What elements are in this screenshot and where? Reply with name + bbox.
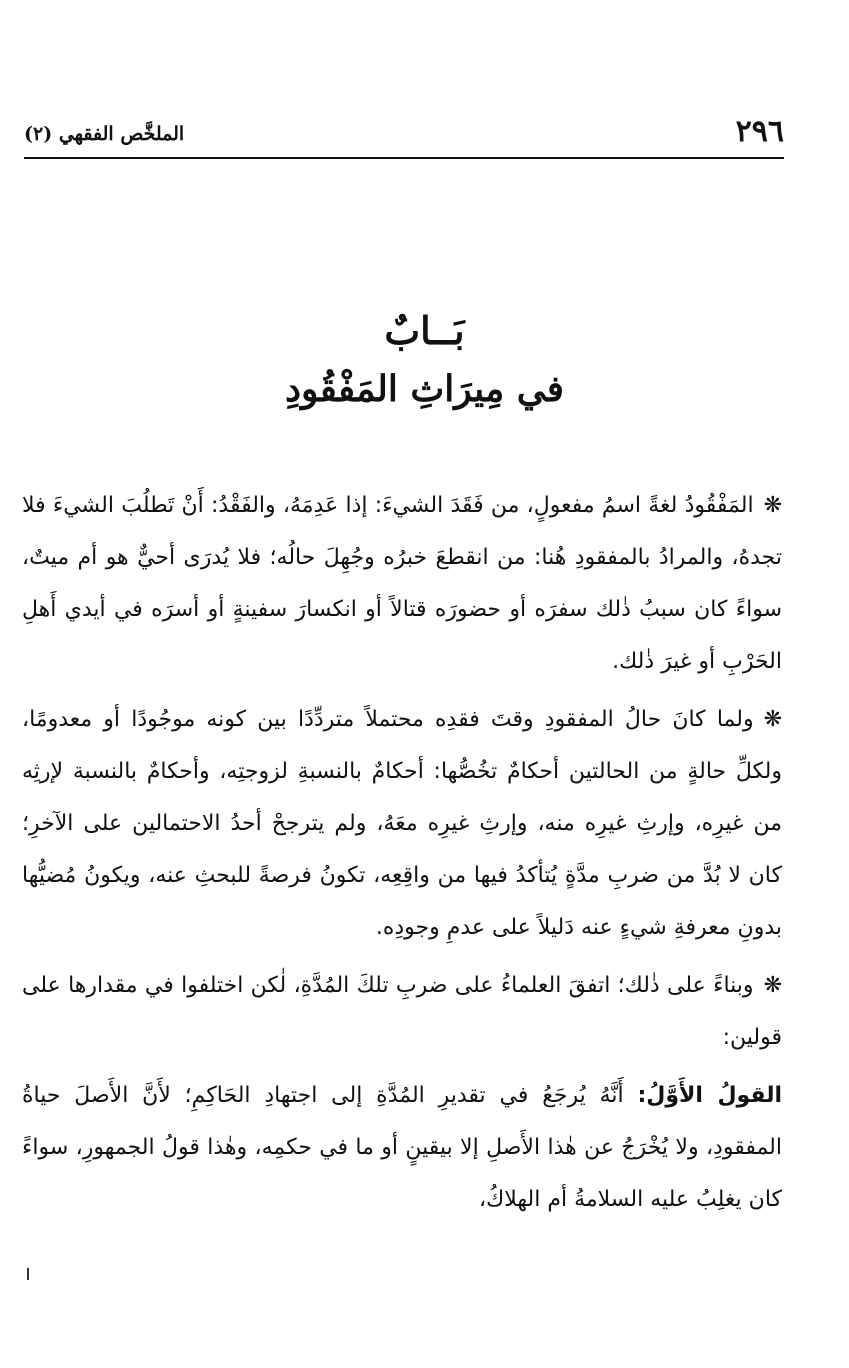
paragraph-marker: ❋ <box>763 493 782 518</box>
running-title: الملخَّص الفقهي (٢) <box>24 123 185 145</box>
chapter-title: في مِيرَاثِ المَفْقُودِ <box>284 368 565 410</box>
paragraph-text: وبناءً على ذٰلك؛ اتفقَ العلماءُ على ضربِ تلكَ المُدَّةِ، لٰكن اختلفوا في مقدارها على قولين: <box>22 973 782 1050</box>
paragraph-agreement <box>22 960 782 1064</box>
header-divider <box>24 157 784 159</box>
paragraph-marker: ❋ <box>763 707 782 732</box>
paragraph-text: ولما كانَ حالُ المفقودِ وقتَ فقدِه محتملاً متردِّدًا بين كونه موجُودًا أو معدومًا، ولكلِّ حالةٍ من الحالتين أحكامٌ تخُصُّها: أحكامٌ بالنسبةِ لزوجتِه، وأحكامٌ بالنسبة لإرثِه من غيرِه، وإرثِ غيرِه منه، وإرثِ غيرِه معَهُ، ولم يترجحْ أحدُ الاحتمالين على الآخرِ؛ كان لا بُدَّ من ضربِ مدَّةٍ يُتأكدُ فيها من واقِعِه، تكونُ فرصةً للبحثِ عنه، ويكونُ مُضيُّها بدونِ معرفةِ شيءٍ عنه دَليلاً على عدمِ وجودِه. <box>22 707 782 940</box>
opinion-term: القولُ الأَوَّلُ: <box>637 1083 782 1108</box>
paragraph-definition <box>22 480 782 688</box>
paragraph-first-opinion <box>22 1070 782 1226</box>
body-text <box>22 480 782 1232</box>
page-number: ٢٩٦ <box>735 114 784 149</box>
paragraph-rationale <box>22 694 782 954</box>
paragraph-marker: ❋ <box>763 973 782 998</box>
paragraph-text: أَنَّهُ يُرجَعُ في تقديرِ المُدَّةِ إلى اجتهادِ الحَاكِمِ؛ لأَنَّ الأَصلَ حياةُ المفقودِ، ولا يُخْرَجُ عن هٰذا الأَصلِ إلا بيقينٍ أو ما في حكمِه، وهٰذا قولُ الجمهورِ، سواءً كان يغلِبُ عليه السلامةُ أم الهلاكُ، <box>22 1083 782 1212</box>
margin-mark <box>27 1268 29 1280</box>
chapter-label: بَــابٌ <box>384 308 465 353</box>
paragraph-text: المَفْقُودُ لغةً اسمُ مفعولٍ، من فَقَدَ الشيءَ: إذا عَدِمَهُ، والفَقْدُ: أَنْ تَطلُبَ الشيءَ فلا تجدهُ، والمرادُ بالمفقودِ هُنا: من انقطعَ خبرُه وجُهِلَ حالُه؛ فلا يُدرَى أحيٌّ هو أم ميتٌ، سواءً كان سببُ ذٰلك سفرَه أو حضورَه قتالاً أو انكسارَ سفينةٍ أو أسرَه في أيدي أَهلِ الحَرْبِ أو غيرَ ذٰلك. <box>22 493 782 674</box>
chapter-heading <box>0 302 849 418</box>
page-header <box>24 112 784 156</box>
